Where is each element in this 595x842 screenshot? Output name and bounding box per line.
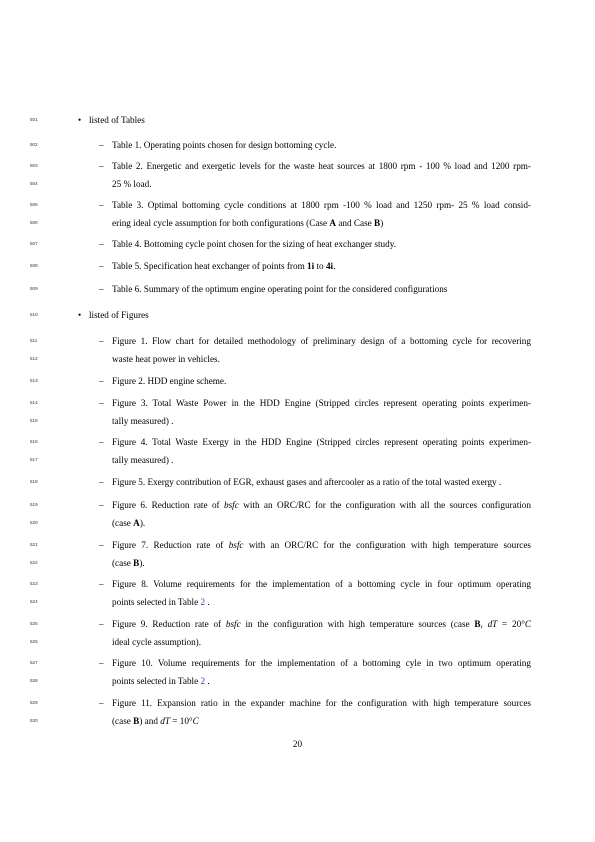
dash: –: [99, 437, 104, 447]
line-number: 504: [30, 181, 38, 186]
figure-3-entry: Figure 3. Total Waste Power in the HDD Engine (Stripped circles represent operating points experimen-: [112, 398, 531, 408]
line-525: [0, 618, 595, 630]
dash: –: [99, 540, 104, 550]
dash: –: [99, 376, 104, 386]
line-523: [0, 578, 595, 590]
figure-11-entry: Figure 11. Expansion ratio in the expander machine for the configuration with high temperature sources: [112, 698, 531, 708]
dash: –: [99, 500, 104, 510]
dash: –: [99, 477, 104, 487]
line-number: 516: [30, 439, 38, 444]
line-number: 525: [30, 621, 38, 626]
line-number: 511: [30, 338, 38, 343]
line-number: 501: [30, 117, 38, 122]
line-522: [0, 557, 595, 569]
line-520: [0, 517, 595, 529]
line-524: [0, 596, 595, 608]
figure-9-entry-cont: ideal cycle assumption).: [112, 637, 202, 647]
line-508: [0, 260, 595, 272]
line-514: [0, 397, 595, 409]
figure-11-entry-cont: (case B) and dT = 10°C: [112, 716, 199, 726]
table-3-entry: Table 3. Optimal bottoming cycle conditions at 1800 rpm -100 % load and 1250 rpm- 25 % load consid-: [112, 200, 531, 210]
line-516: [0, 436, 595, 448]
line-number: 526: [30, 639, 38, 644]
dash: –: [99, 200, 104, 210]
table-1-entry: Table 1. Operating points chosen for design bottoming cycle.: [112, 140, 337, 150]
line-528: [0, 675, 595, 687]
figure-6-entry: Figure 6. Reduction rate of bsfc with an ORC/RC for the configuration with all the sources configuration: [112, 500, 531, 510]
line-number: 515: [30, 418, 38, 423]
line-502: [0, 139, 595, 151]
line-506: [0, 217, 595, 229]
figure-9-entry: Figure 9. Reduction rate of bsfc in the configuration with high temperature sources (case B, dT = 20°C: [112, 619, 532, 629]
page-number: 20: [292, 739, 303, 749]
dash: –: [99, 140, 104, 150]
table-6-entry: Table 6. Summary of the optimum engine operating point for the considered configurations: [112, 284, 448, 294]
table-5-entry: Table 5. Specification heat exchanger of points from 1i to 4i.: [112, 261, 336, 271]
table-3-entry-cont: ering ideal cycle assumption for both configurations (Case A and Case B): [112, 218, 384, 228]
line-number: 528: [30, 678, 38, 683]
figure-8-entry: Figure 8. Volume requirements for the implementation of a bottoming cycle in four optimum operating: [112, 579, 531, 589]
line-number: 527: [30, 660, 38, 665]
line-number: 508: [30, 263, 38, 268]
table-4-entry: Table 4. Bottoming cycle point chosen for the sizing of heat exchanger study.: [112, 239, 397, 249]
dash: –: [99, 619, 104, 629]
line-number: 514: [30, 400, 38, 405]
line-518: [0, 476, 595, 488]
line-number: 521: [30, 542, 38, 547]
figure-2-entry: Figure 2. HDD engine scheme.: [112, 376, 227, 386]
line-number: 507: [30, 241, 38, 246]
line-517: [0, 454, 595, 466]
line-507: [0, 238, 595, 250]
line-527: [0, 657, 595, 669]
line-number: 505: [30, 202, 38, 207]
line-number: 519: [30, 502, 38, 507]
figure-10-entry: Figure 10. Volume requirements for the implementation of a bottoming cyle in two optimum operating: [112, 658, 531, 668]
figure-6-entry-cont: (case A).: [112, 518, 146, 528]
figure-1-entry: Figure 1. Flow chart for detailed methodology of preliminary design of a bottoming cycle for recovering: [112, 336, 531, 346]
dash: –: [99, 336, 104, 346]
table-2-link[interactable]: 2: [200, 676, 206, 686]
dash: –: [99, 398, 104, 408]
dash: –: [99, 284, 104, 294]
table-2-link[interactable]: 2: [200, 597, 206, 607]
line-511: [0, 335, 595, 347]
table-2-entry-cont: 25 % load.: [112, 179, 152, 189]
bullet: •: [78, 115, 82, 125]
dash: –: [99, 161, 104, 171]
line-number: 520: [30, 520, 38, 525]
line-530: [0, 715, 595, 727]
line-number: 529: [30, 700, 38, 705]
dash: –: [99, 658, 104, 668]
line-number: 523: [30, 581, 38, 586]
figure-4-entry-cont: tally measured) .: [112, 455, 174, 465]
figure-5-entry: Figure 5. Exergy contribution of EGR, exhaust gases and aftercooler as a ratio of the total wasted exergy .: [112, 477, 502, 487]
line-519: [0, 499, 595, 511]
dash: –: [99, 261, 104, 271]
bullet: •: [78, 310, 82, 320]
line-526: [0, 636, 595, 648]
line-501: [0, 114, 595, 126]
line-504: [0, 178, 595, 190]
line-503: [0, 160, 595, 172]
figure-8-entry-cont: points selected in Table 2 .: [112, 597, 210, 607]
line-number: 522: [30, 560, 38, 565]
dash: –: [99, 579, 104, 589]
line-513: [0, 375, 595, 387]
figure-7-entry-cont: (case B).: [112, 558, 145, 568]
line-number: 517: [30, 457, 38, 462]
line-509: [0, 283, 595, 295]
figure-3-entry-cont: tally measured) .: [112, 416, 174, 426]
line-number: 530: [30, 718, 38, 723]
section-heading-figures: listed of Figures: [89, 310, 149, 320]
dash: –: [99, 239, 104, 249]
line-number: 509: [30, 286, 38, 291]
table-2-entry: Table 2. Energetic and exergetic levels for the waste heat sources at 1800 rpm - 100 % load and 1200 rpm-: [112, 161, 531, 171]
line-number: 503: [30, 163, 38, 168]
line-number: 512: [30, 356, 38, 361]
line-number: 510: [30, 312, 38, 317]
figure-4-entry: Figure 4. Total Waste Exergy in the HDD Engine (Stripped circles represent operating points experimen-: [112, 437, 531, 447]
line-521: [0, 539, 595, 551]
line-number: 524: [30, 599, 38, 604]
line-505: [0, 199, 595, 211]
line-number: 513: [30, 378, 38, 383]
figure-1-entry-cont: waste heat power in vehicles.: [112, 354, 220, 364]
line-number: 518: [30, 479, 38, 484]
dash: –: [99, 698, 104, 708]
figure-7-entry: Figure 7. Reduction rate of bsfc with an ORC/RC for the configuration with high temperature sources: [112, 540, 531, 550]
line-529: [0, 697, 595, 709]
line-515: [0, 415, 595, 427]
line-number: 502: [30, 142, 38, 147]
line-512: [0, 353, 595, 365]
figure-10-entry-cont: points selected in Table 2 .: [112, 676, 210, 686]
section-heading-tables: listed of Tables: [89, 115, 145, 125]
line-510: [0, 309, 595, 321]
line-number: 506: [30, 220, 38, 225]
